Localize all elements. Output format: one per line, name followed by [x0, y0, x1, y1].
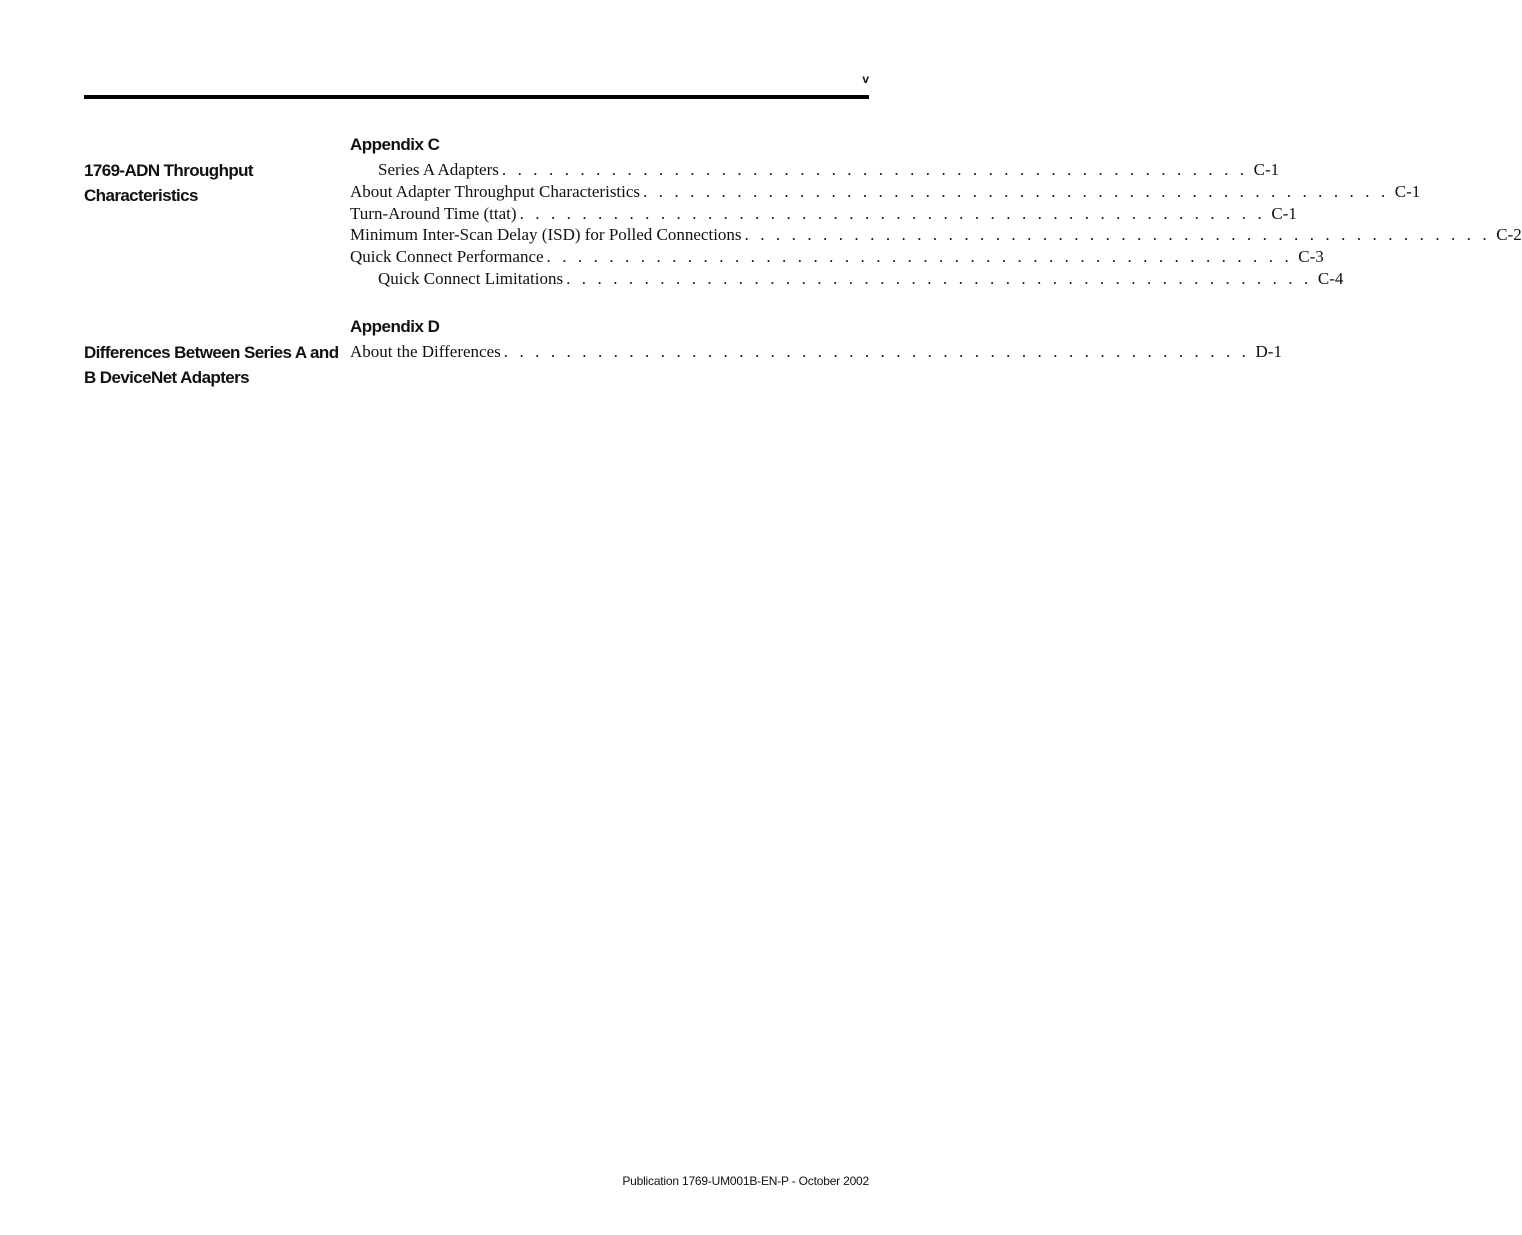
- dot-leader: . . . . . . . . . . . . . . . . . . . . . . . . . . . . . . . . . . . . . . . . . . . . . . . .: [501, 160, 1248, 179]
- toc-list: [350, 133, 1522, 290]
- dot-leader: . . . . . . . . . . . . . . . . . . . . . . . . . . . . . . . . . . . . . . . . . . . . . . . .: [546, 247, 1293, 267]
- toc-list: [350, 315, 1282, 363]
- toc-entry-page: C-1: [1271, 203, 1297, 223]
- toc-entry-page: C-3: [1298, 247, 1324, 267]
- toc-entry-label: Quick Connect Performance: [350, 247, 544, 267]
- toc-entry-label: Quick Connect Limitations: [378, 268, 564, 288]
- toc-entry[interactable]: [350, 159, 1280, 181]
- toc-entry[interactable]: [350, 203, 1297, 225]
- toc-entry-label: About Adapter Throughput Characteristics: [350, 181, 641, 201]
- dot-leader: . . . . . . . . . . . . . . . . . . . . . . . . . . . . . . . . . . . . . . . . . . . . . . . .: [744, 225, 1491, 245]
- publication-footer: Publication 1769-UM001B-EN-P - October 2002: [622, 1174, 869, 1188]
- toc-entry[interactable]: [350, 341, 1282, 363]
- page-number: v: [862, 72, 869, 86]
- toc-entry-page: C-4: [1317, 268, 1344, 288]
- side-title: 1769-ADN Throughput Characteristics: [84, 161, 253, 205]
- toc-entry[interactable]: [350, 181, 1421, 203]
- toc-entry-page: D-1: [1255, 342, 1282, 361]
- appendix-heading: Appendix D: [350, 317, 440, 336]
- dot-leader: . . . . . . . . . . . . . . . . . . . . . . . . . . . . . . . . . . . . . . . . . . . . . . . .: [503, 342, 1250, 361]
- toc-entry-page: C-2: [1496, 225, 1522, 245]
- appendix-heading: Appendix C: [350, 135, 440, 154]
- toc-entry-label: Minimum Inter-Scan Delay (ISD) for Polled Connections: [350, 225, 742, 245]
- toc-entry-label: Series A Adapters: [378, 160, 499, 179]
- toc-entry[interactable]: [350, 268, 1344, 290]
- toc-entry[interactable]: [350, 224, 1522, 246]
- dot-leader: . . . . . . . . . . . . . . . . . . . . . . . . . . . . . . . . . . . . . . . . . . . . . . . .: [566, 268, 1312, 288]
- toc-entry-label: Turn-Around Time (ttat): [350, 203, 517, 223]
- toc-entry-label: About the Differences: [350, 342, 501, 361]
- side-title: Differences Between Series A and B DeviceNet Adapters: [84, 343, 339, 387]
- dot-leader: . . . . . . . . . . . . . . . . . . . . . . . . . . . . . . . . . . . . . . . . . . . . . . . .: [643, 181, 1389, 201]
- toc-entry-page: C-1: [1394, 181, 1421, 201]
- dot-leader: . . . . . . . . . . . . . . . . . . . . . . . . . . . . . . . . . . . . . . . . . . . . . . . .: [519, 203, 1266, 223]
- toc-entry-page: C-1: [1253, 160, 1280, 179]
- toc-entry[interactable]: [350, 246, 1324, 268]
- header-rule: [84, 95, 869, 99]
